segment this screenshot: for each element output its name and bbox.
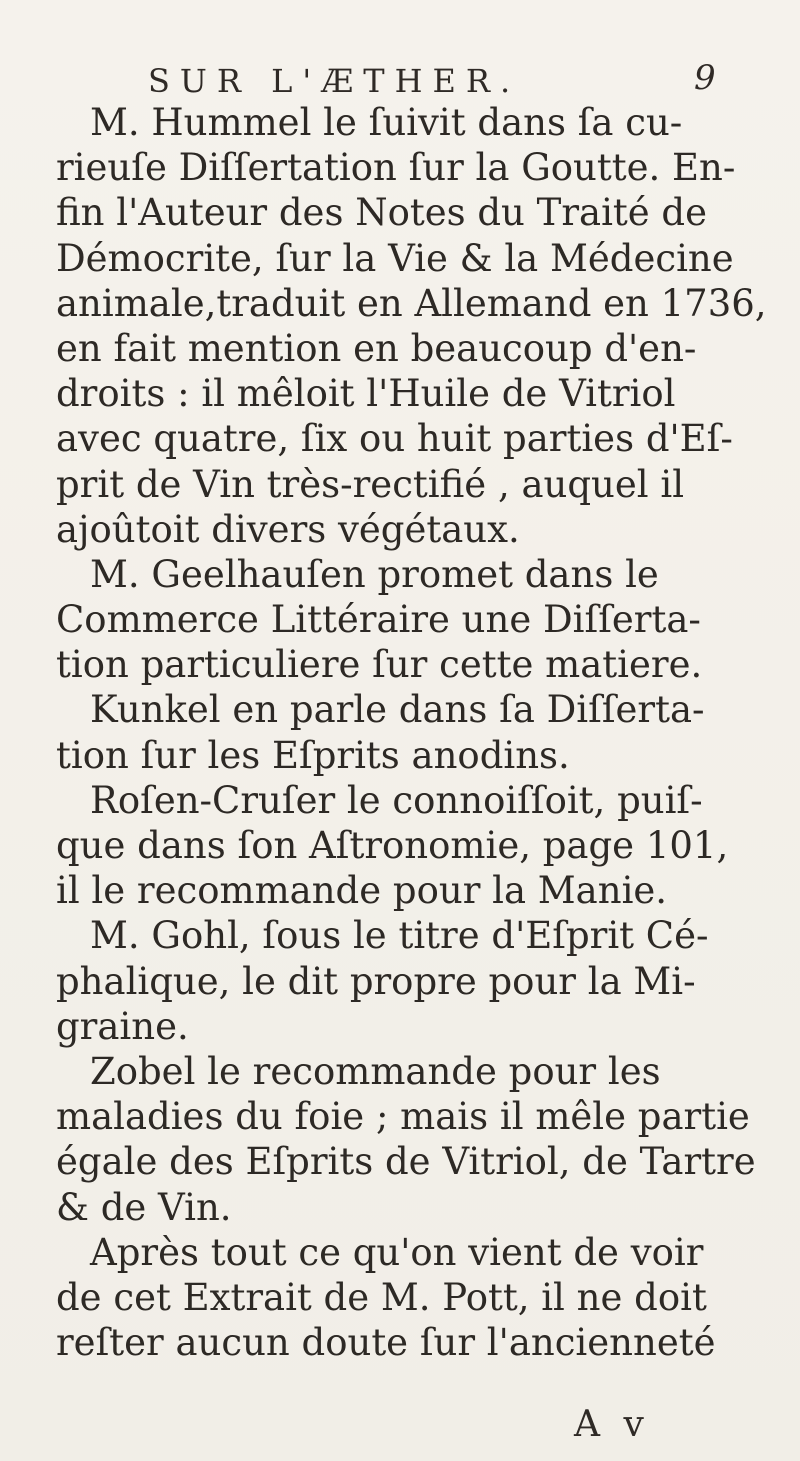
text-line: ajoûtoit divers végétaux. (56, 507, 520, 551)
text-line: rieuſe Diſſertation ſur la Goutte. En- (56, 146, 736, 190)
text-line: Zobel le recommande pour les (90, 1049, 661, 1093)
catchword: A v (574, 1404, 650, 1445)
text-line: tion particuliere ſur cette matiere. (56, 643, 703, 687)
text-line: en fait mention en beaucoup d'en- (56, 326, 697, 370)
text-line: que dans ſon Aſtronomie, page 101, (56, 824, 729, 867)
text-line: graine. (56, 1004, 189, 1048)
page-number: 9 (694, 58, 716, 98)
text-line: Après tout ce qu'on vient de voir (90, 1230, 704, 1274)
text-line: avec quatre, ſix ou huit parties d'Eſ- (56, 417, 733, 461)
text-line: droits : il mêloit l'Huile de Vitriol (56, 372, 676, 416)
text-line: & de Vin. (56, 1185, 232, 1229)
text-line: de cet Extrait de M. Pott, il ne doit (56, 1275, 707, 1319)
text-line: fin l'Auteur des Notes du Traité de (56, 191, 708, 235)
text-line: tion ſur les Eſprits anodins. (56, 733, 570, 777)
text-line: égale des Eſprits de Vitriol, de Tartre (56, 1140, 756, 1184)
text-line: Commerce Littéraire une Diſſerta- (56, 598, 701, 642)
body-text (56, 100, 771, 1365)
text-line: maladies du foie ; mais il mêle partie (56, 1095, 750, 1139)
text-line: il le recommande pour la Manie. (56, 869, 668, 913)
text-line: reſter aucun doute ſur l'ancienneté (56, 1321, 716, 1365)
text-line: animale,traduit en Allemand en 1736, (56, 281, 767, 325)
text-line: prit de Vin très-rectifié , auquel il (56, 462, 685, 506)
text-line: phalique, le dit propre pour la Mi- (56, 959, 696, 1003)
text-line: M. Gohl, ſous le titre d'Eſprit Cé- (90, 914, 709, 958)
text-line: M. Geelhauſen promet dans le (90, 552, 659, 596)
text-line: Roſen-Cruſer le connoiſſoit, puiſ- (90, 778, 703, 822)
running-title: SUR L'ÆTHER. (148, 62, 521, 100)
text-line: Démocrite, ſur la Vie & la Médecine (56, 236, 734, 280)
text-line: Kunkel en parle dans ſa Diſſerta- (90, 688, 705, 732)
text-line: M. Hummel le ſuivit dans ſa cu- (90, 101, 683, 144)
